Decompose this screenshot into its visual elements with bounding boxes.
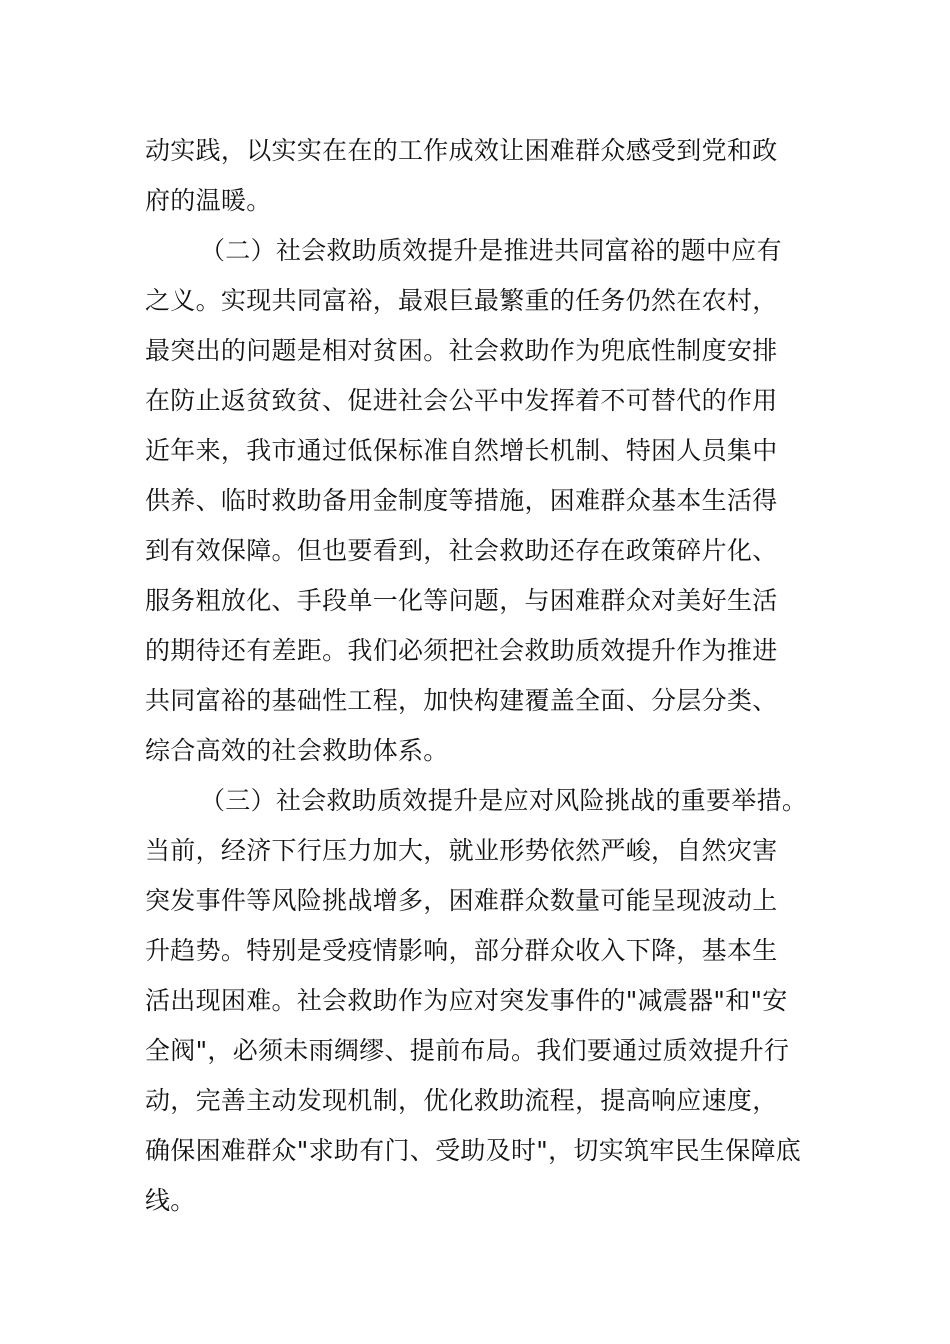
section-heading-line: （二）社会救助质效提升是推进共同富裕的题中应有 [200, 236, 782, 265]
text-line: 线。 [145, 1186, 196, 1215]
text-line: 共同富裕的基础性工程，加快构建覆盖全面、分层分类、 [145, 686, 778, 715]
text-line: 府的温暖。 [145, 186, 272, 215]
text-line: 的期待还有差距。我们必须把社会救助质效提升作为推进 [145, 636, 778, 665]
text-line: 到有效保障。但也要看到，社会救助还存在政策碎片化、 [145, 536, 778, 565]
text-line: 近年来，我市通过低保标准自然增长机制、特困人员集中 [145, 436, 778, 465]
text-line: 升趋势。特别是受疫情影响，部分群众收入下降，基本生 [145, 936, 778, 965]
text-line: 动，完善主动发现机制，优化救助流程，提高响应速度， [145, 1086, 778, 1115]
text-line: 之义。实现共同富裕，最艰巨最繁重的任务仍然在农村， [145, 286, 778, 315]
text-line: 综合高效的社会救助体系。 [145, 736, 449, 765]
text-line: 突发事件等风险挑战增多，困难群众数量可能呈现波动上 [145, 886, 778, 915]
section-heading-line: （三）社会救助质效提升是应对风险挑战的重要举措。 [200, 786, 808, 815]
text-line: 确保困难群众"求助有门、受助及时"，切实筑牢民生保障底 [145, 1136, 802, 1165]
body-text [145, 126, 815, 1226]
text-line: 服务粗放化、手段单一化等问题，与困难群众对美好生活 [145, 586, 778, 615]
text-line: 活出现困难。社会救助作为应对突发事件的"减震器"和"安 [145, 986, 788, 1015]
text-line: 最突出的问题是相对贫困。社会救助作为兜底性制度安排 [145, 336, 778, 365]
text-line: 全阀"，必须未雨绸缪、提前布局。我们要通过质效提升行 [145, 1036, 790, 1065]
text-line: 在防止返贫致贫、促进社会公平中发挥着不可替代的作用 [145, 386, 778, 415]
text-line: 动实践，以实实在在的工作成效让困难群众感受到党和政 [145, 136, 778, 165]
text-line: 供养、临时救助备用金制度等措施，困难群众基本生活得 [145, 486, 778, 515]
text-line: 当前，经济下行压力加大，就业形势依然严峻，自然灾害 [145, 836, 778, 865]
